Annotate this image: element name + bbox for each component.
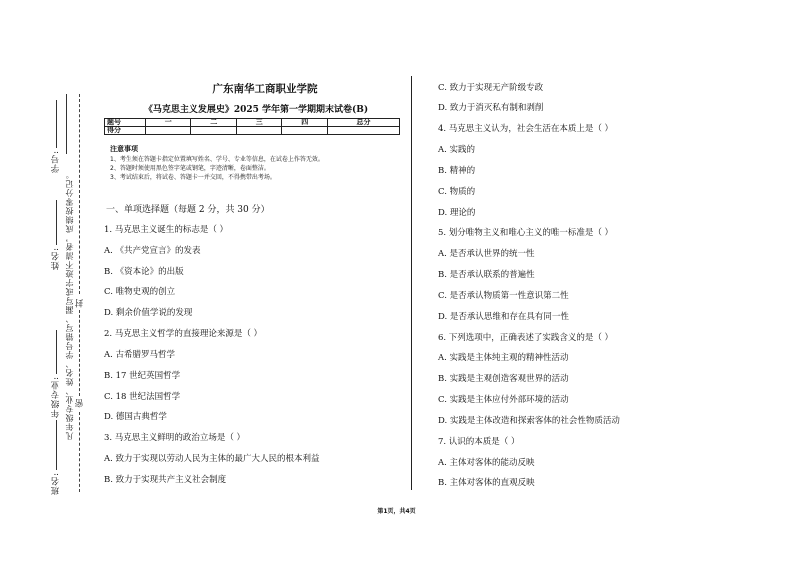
option-line: A. 古希腊罗马哲学 — [104, 350, 176, 360]
option-line: C. 18 世纪法国哲学 — [104, 392, 181, 402]
column-divider — [411, 76, 412, 490]
option-line: A. 主体对客体的能动反映 — [438, 458, 535, 468]
score-cell-3[interactable] — [236, 127, 281, 135]
class-label: 班名: — [51, 472, 61, 495]
score-cell-4[interactable] — [282, 127, 327, 135]
notice-item: 3、考试结束后，将试卷、答题卡一并交回，不得携带出考场。 — [110, 174, 276, 181]
class-blank[interactable] — [56, 420, 57, 470]
option-line: B. 17 世纪英国哲学 — [104, 371, 181, 381]
score-cell-total[interactable] — [327, 127, 399, 135]
score-row-label-score: 得分 — [105, 127, 146, 135]
score-cell-2[interactable] — [191, 127, 236, 135]
option-line: B. 主体对客体的直观反映 — [438, 478, 535, 488]
option-line: D. 是否承认思维和存在具有同一性 — [438, 312, 569, 322]
question-line: 4. 马克思主义认为，社会生活在本质上是（ ） — [438, 124, 614, 134]
score-col-total: 总分 — [327, 119, 399, 127]
option-line: B. 实践是主观创造客观世界的活动 — [438, 374, 569, 384]
binding-line-top — [79, 94, 80, 294]
notice-box — [110, 145, 400, 182]
school-name: 广东南华工商职业学院 — [212, 83, 318, 95]
option-line: D. 德国古典哲学 — [104, 412, 167, 422]
score-table-score-row — [105, 127, 400, 135]
binding-line-mid — [79, 310, 80, 396]
score-col-4: 四 — [282, 119, 327, 127]
question-line: 1. 马克思主义诞生的标志是（ ） — [104, 225, 229, 235]
question-line: 2. 马克思主义哲学的直接理论来源是（ ） — [104, 329, 263, 339]
major-blank[interactable] — [56, 330, 57, 374]
option-line: D. 理论的 — [438, 208, 476, 218]
option-line: A. 《共产党宣言》的发表 — [104, 246, 201, 256]
notice-item: 2、答题时须使用黑色签字笔或钢笔，字迹清晰，卷面整洁。 — [110, 165, 270, 172]
option-line: D. 实践是主体改造和探索客体的社会性物质活动 — [438, 416, 620, 426]
option-line: D. 致力于消灭私有制和剥削 — [438, 103, 544, 113]
score-table — [104, 118, 400, 135]
option-line: B. 《资本论》的出版 — [104, 267, 184, 277]
question-line: 3. 马克思主义鲜明的政治立场是（ ） — [104, 433, 246, 443]
binding-warning: 凡年级专业、姓名、学号错写、漏写或字迹不清者，成绩按零分记。 — [65, 170, 74, 440]
question-line: 7. 认识的本质是（ ） — [438, 437, 520, 447]
score-cell-1[interactable] — [146, 127, 191, 135]
option-line: C. 物质的 — [438, 187, 476, 197]
option-line: C. 唯物史观的创立 — [104, 287, 176, 297]
option-line: A. 致力于实现以劳动人民为主体的最广大人民的根本利益 — [104, 454, 320, 464]
page-footer: 第1页，共4页 — [377, 508, 416, 515]
notice-title: 注意事项 — [110, 145, 138, 153]
option-line: A. 实践是主体纯主观的精神性活动 — [438, 353, 569, 363]
major-label: 年级专业: — [51, 376, 61, 418]
score-col-2: 二 — [191, 119, 236, 127]
question-line: 6. 下列选项中，正确表述了实践含义的是（ ） — [438, 333, 614, 343]
option-line: B. 是否承认联系的普遍性 — [438, 270, 535, 280]
option-line: A. 实践的 — [438, 145, 476, 155]
option-line: B. 精神的 — [438, 166, 476, 176]
score-col-3: 三 — [236, 119, 281, 127]
seal-mark-mi: 密 — [75, 398, 85, 408]
score-table-header-row — [105, 119, 400, 127]
option-line: C. 是否承认物质第一性意识第二性 — [438, 291, 569, 301]
question-line: 5. 划分唯物主义和唯心主义的唯一标准是（ ） — [438, 228, 614, 238]
seal-mark-feng: 封 — [75, 298, 85, 308]
student-id-label: 学号: — [51, 150, 61, 173]
exam-title: 《马克思主义发展史》2025 学年第一学期期末试卷(B) — [143, 105, 369, 115]
section-heading: 一、单项选择题（每题 2 分，共 30 分） — [106, 205, 270, 215]
binding-edge — [66, 94, 67, 154]
option-line: A. 是否承认世界的统一性 — [438, 249, 535, 259]
option-line: C. 实践是主体应付外部环境的活动 — [438, 395, 569, 405]
binding-line-bottom — [79, 412, 80, 492]
score-col-1: 一 — [146, 119, 191, 127]
score-row-label-number: 题号 — [105, 119, 146, 127]
name-label: 姓名: — [51, 247, 61, 270]
option-line: C. 致力于实现无产阶级专政 — [438, 83, 544, 93]
option-line: B. 致力于实现共产主义社会制度 — [104, 475, 227, 485]
student-id-blank[interactable] — [56, 100, 57, 148]
option-line: D. 剩余价值学说的发现 — [104, 308, 193, 318]
name-blank[interactable] — [56, 200, 57, 245]
notice-item: 1、考生须在答题卡指定位置填写姓名、学号、专业等信息，在试卷上作答无效。 — [110, 156, 324, 163]
